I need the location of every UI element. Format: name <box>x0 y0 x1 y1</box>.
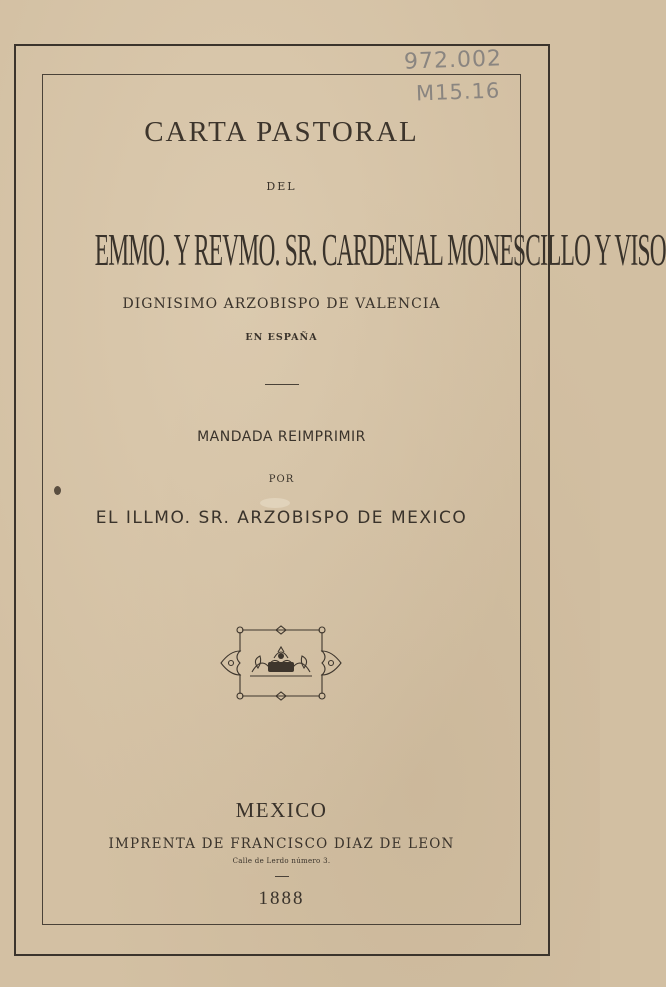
author-name: EMMO. Y REVMO. SR. CARDENAL MONESCILLO Y VISO <box>94 226 666 276</box>
imprint-address: Calle de Lerdo número 3. <box>232 857 331 865</box>
page-title: CARTA PASTORAL <box>144 116 419 148</box>
pencil-shelf-mark: M15.16 <box>415 78 501 106</box>
printer-ornament-icon <box>218 622 344 704</box>
country: EN ESPAÑA <box>245 332 318 343</box>
reprinter: EL ILLMO. SR. ARZOBISPO DE MEXICO <box>95 508 468 528</box>
imprint-year: 1888 <box>258 888 305 909</box>
imprint-printer: IMPRENTA DE FRANCISCO DIAZ DE LEON <box>108 836 455 852</box>
preposition-por: POR <box>268 474 295 485</box>
mandate-line: MANDADA REIMPRIMIR <box>197 429 366 445</box>
preposition-del: DEL <box>266 180 297 193</box>
divider <box>265 384 299 385</box>
divider <box>275 876 289 877</box>
imprint-city: MEXICO <box>235 798 328 822</box>
pencil-shelf-mark: 972.002 <box>403 46 503 75</box>
author-title: DIGNISIMO ARZOBISPO DE VALENCIA <box>122 296 441 312</box>
